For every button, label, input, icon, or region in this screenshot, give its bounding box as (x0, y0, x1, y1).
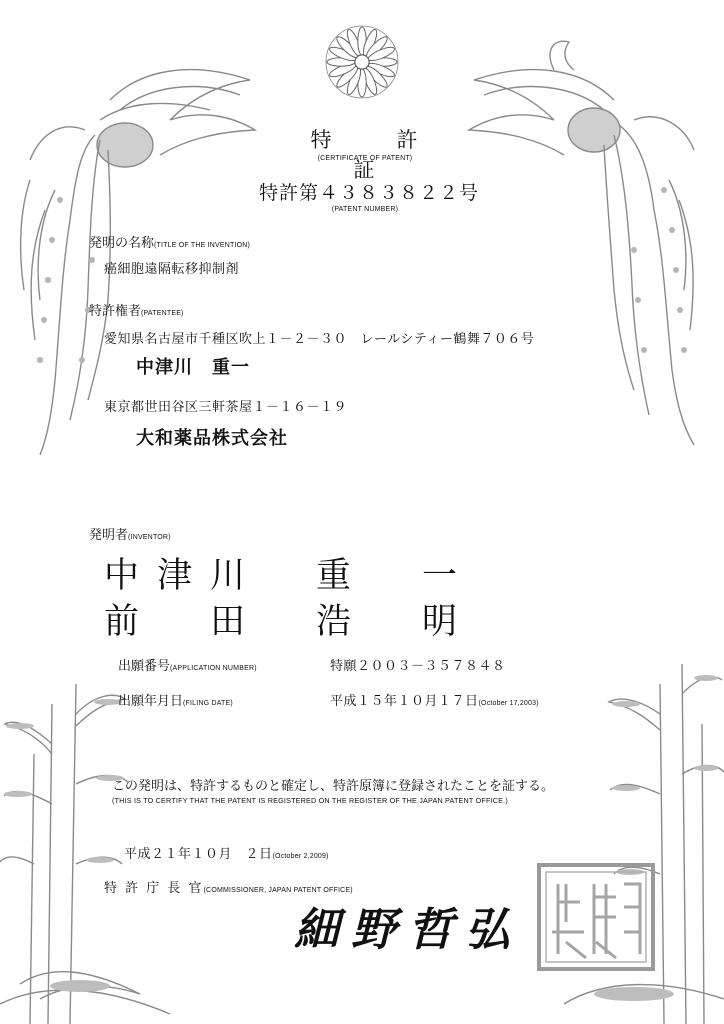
certificate-title: 特 許 証 (310, 128, 483, 182)
filing-date-label-en: (FILING DATE) (183, 700, 233, 707)
invention-title: 癌細胞遠隔転移抑制剤 (104, 262, 240, 277)
application-number-label-row (118, 655, 257, 674)
invention-label-row (89, 232, 250, 251)
filing-date-en: (October 17,2003) (478, 700, 539, 707)
patent-number: 特許第４３８３８２２号 (258, 182, 479, 204)
patentee-label-en: (PATENTEE) (141, 310, 184, 317)
inventor-name: 前 田 浩 明 (104, 602, 476, 642)
chrysanthemum-emblem-icon (324, 24, 400, 100)
commissioner-label: 特 許 庁 長 官 (104, 881, 204, 896)
commissioner-name: 細野哲弘 (294, 903, 523, 956)
patent-number-en: (PATENT NUMBER) (331, 206, 399, 213)
certification-date-row (124, 843, 329, 862)
inventor-label-en: (INVENTOR) (128, 534, 171, 541)
patentee-name: 中津川 重一 (136, 357, 250, 378)
certificate-title-en: (CERTIFICATE OF PATENT) (317, 155, 413, 162)
filing-date-label-row (118, 690, 233, 709)
patentee-name: 大和薬品株式会社 (136, 428, 288, 449)
patentee-address: 東京都世田谷区三軒茶屋１－１６－１９ (104, 400, 348, 415)
application-number-label: 出願番号 (118, 659, 171, 674)
invention-label-en: (TITLE OF THE INVENTION) (154, 242, 251, 249)
certification-statement: この発明は、特許するものと確定し、特許原簿に登録されたことを証する。 (112, 779, 555, 794)
phoenix-right-icon (444, 30, 724, 450)
patentee-label: 特許権者 (89, 304, 142, 319)
filing-date-label: 出願年月日 (118, 694, 184, 709)
patentee-address: 愛知県名古屋市千種区吹上１－２－３０ レールシティー鶴舞７０６号 (104, 332, 535, 347)
application-number: 特願２００３－３５７８４８ (330, 659, 506, 674)
filing-date: 平成１５年１０月１７日 (330, 694, 479, 709)
patentee-label-row (89, 300, 184, 319)
inventor-label: 発明者 (89, 528, 129, 543)
inventor-name: 中津川 重 一 (104, 556, 476, 596)
application-number-label-en: (APPLICATION NUMBER) (170, 665, 257, 672)
certification-statement-en: (THIS IS TO CERTIFY THAT THE PATENT IS REGISTERED ON THE REGISTER OF THE JAPAN PATENT OFFICE.) (112, 796, 508, 805)
official-seal-icon (536, 862, 656, 972)
inventor-label-row (89, 524, 171, 543)
certification-date: 平成２１年１０月 ２日 (124, 847, 273, 862)
invention-label: 発明の名称 (89, 236, 155, 251)
commissioner-label-en: (COMMISSIONER, JAPAN PATENT OFFICE) (203, 887, 353, 894)
certification-date-en: (October 2,2009) (272, 853, 329, 860)
filing-date-row (330, 690, 539, 709)
